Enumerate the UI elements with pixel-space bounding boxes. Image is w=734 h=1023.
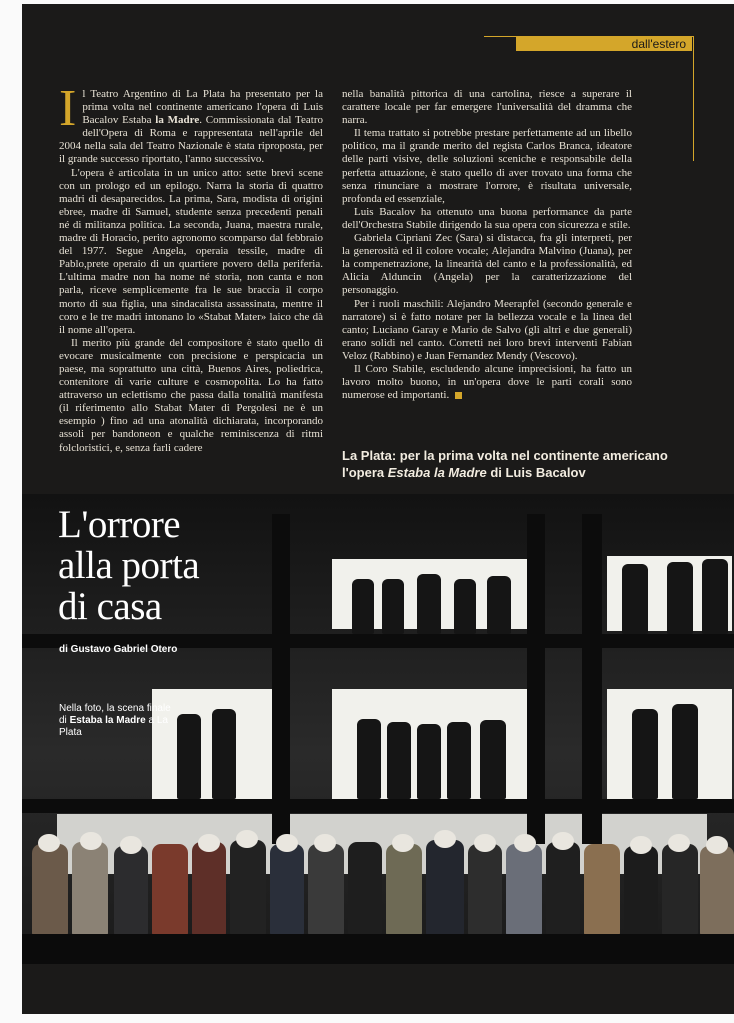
mother-figure [426,840,464,936]
chorus-silhouette [417,574,441,634]
byline: di Gustavo Gabriel Otero [59,644,178,655]
stage-floor [22,934,734,964]
paragraph: Gabriela Cipriani Zec (Sara) si distacca, fra gli interpreti, per la generosità ed il colore vocale; Alejandra Malvino (Juana), per la compenetrazione, la linearità del canto e la professionalità, ed Alicia Alduncin (Angela) per la caratterizzazione del personaggio. [342,232,632,297]
mother-figure [348,842,382,936]
mother-figure [584,844,620,936]
mother-figure [114,846,148,936]
headscarf [514,834,536,852]
mother-figure [152,844,188,936]
article-title [58,504,278,627]
mother-figure [468,844,502,936]
stage-light-panel [607,689,732,799]
chorus-silhouette [352,579,374,634]
scaffold-beam [22,799,734,813]
end-mark-icon [455,392,462,399]
headscarf [706,836,728,854]
subheadline: La Plata: per la prima volta nel continente americano l'opera Estaba la Madre di Luis Bacalov [342,448,668,480]
mother-figure [308,844,344,936]
mother-figure [32,844,68,936]
headscarf [276,834,298,852]
scaffold-post [582,514,602,844]
headscarf [552,832,574,850]
headscarf [198,834,220,852]
mother-figure [386,844,422,936]
mother-figure [546,842,580,936]
chorus-silhouette [487,576,511,634]
headscarf [474,834,496,852]
headscarf [314,834,336,852]
photo-caption: Nella foto, la scena finale di Estaba la Madre a La Plata [59,703,171,738]
chorus-silhouette [702,559,728,634]
scaffold-post [527,514,545,844]
paragraph: Il merito più grande del compositore è stato quello di evocare musicalmente con precisione e perspicacia un paese, ma soprattutto una città, Buenos Aires, poliedrica, contenitore di varie culture e cosmopolita. Lo ha fatto attraverso un eclettismo che passa dalla tonalità manifesta (il riferimento allo Stabat Mater di Pergolesi ne è un esempio ) fino ad una atonalità dichiarata, incorporando assoli per bandoneon e qualche reminiscenza di ritmi folcloristici, e, senza farli cadere [59,336,323,454]
chorus-silhouette [447,722,471,799]
section-tag: dall'estero [516,37,692,51]
mother-figure [662,844,698,936]
paragraph: Luis Bacalov ha ottenuto una buona performance da parte dell'Orchestra Stabile dirigendo la sua opera con sicurezza e stile. [342,205,632,231]
headscarf [630,836,652,854]
headscarf [120,836,142,854]
mother-figure [270,844,304,936]
paragraph: Il tema trattato si potrebbe prestare perfettamente ad un libello politico, ma il grande merito del regista Carlos Branca, ideatore delle parti visive, delle soluzioni sceniche e responsabile della perfetta attuazione, è stato quello di aver trovato una forma che senza rinunciare a mostrare l'orrore, è risultata universale, profonda ed essenziale, [342,127,632,205]
mother-figure [192,842,226,936]
text-column-left [59,80,323,455]
headscarf [236,830,258,848]
chorus-silhouette [382,579,404,634]
headscarf [434,830,456,848]
drop-cap: I [59,80,77,137]
paragraph: nella banalità pittorica di una cartolina, riesce a superare il carattere locale per far emergere l'universalità del dramma che narra. [342,88,632,127]
chorus-silhouette [387,722,411,799]
chorus-silhouette [632,709,658,799]
headscarf [392,834,414,852]
paragraph: L'opera è articolata in un unico atto: sette brevi scene con un prologo ed un epilogo. Narra la storia di quattro madri di desaparecidos. La prima, Sara, modista di origini ebree, madre di Samuel, studente senza precedenti penali né di militanza politica. La seconda, Juana, maestra rurale, madre di Horacio, perito agronomo scomparso dal febbraio del 1977. Segue Angela, operaia tessile, madre di Pablo,prete operaio di un quartiere povero della periferia. L'ultima madre non ha nome né storia, non canta e non parla, riceve semplicemente fra le sue braccia il corpo morto di sua figlia, una sindacalista assassinata, mentre il coro e le tre madri intonano lo «Stabat Mater» laico che dà il nome all'opera. [59,166,323,336]
text-column-right [342,88,632,402]
paragraph: Per i ruoli maschili: Alejandro Meerapfel (secondo generale e narratore) si è fatto notare per la bellezza vocale e la linea del canto; Luciano Garay e Mario de Salvo (gli altri e due generali) erano solidi nel canto. Corretti nei loro brevi interventi Fabian Veloz (Rabbino) e Juan Fernandez Mendy (Vescovo). [342,297,632,362]
chorus-silhouette [212,709,236,799]
headscarf [668,834,690,852]
chorus-silhouette [480,720,506,799]
chorus-silhouette [667,562,693,634]
chorus-silhouette [454,579,476,634]
mother-figure [624,846,658,936]
chorus-silhouette [672,704,698,799]
mother-figure [506,844,542,936]
paragraph: Il Teatro Argentino di La Plata ha presentato per la prima volta nel continente americano l'opera di Luis Bacalov Estaba la Madre. Commissionata dal Teatro dell'Opera di Roma e rappresentata nell'aprile del 2004 nella sala del Teatro Nazionale è stata riproposta, per il grande successo riportato, l'anno successivo. [59,80,323,166]
title-line: L'orrore [58,503,181,546]
headscarf [80,832,102,850]
mother-figure [700,846,734,936]
chorus-silhouette [357,719,381,799]
header-vertical-rule [693,36,694,161]
title-line: di casa [58,585,162,628]
title-line: alla porta [58,544,200,587]
mother-figure [230,840,266,936]
chorus-silhouette [622,564,648,634]
headscarf [38,834,60,852]
chorus-silhouette [417,724,441,799]
chorus-silhouette [177,714,201,799]
paragraph-last: Il Coro Stabile, escludendo alcune imprecisioni, ha fatto un lavoro molto buono, in un'opera dove le parti corali sono numerose ed importanti. [342,362,632,402]
mother-figure [72,842,108,936]
article-spread [22,4,734,1014]
